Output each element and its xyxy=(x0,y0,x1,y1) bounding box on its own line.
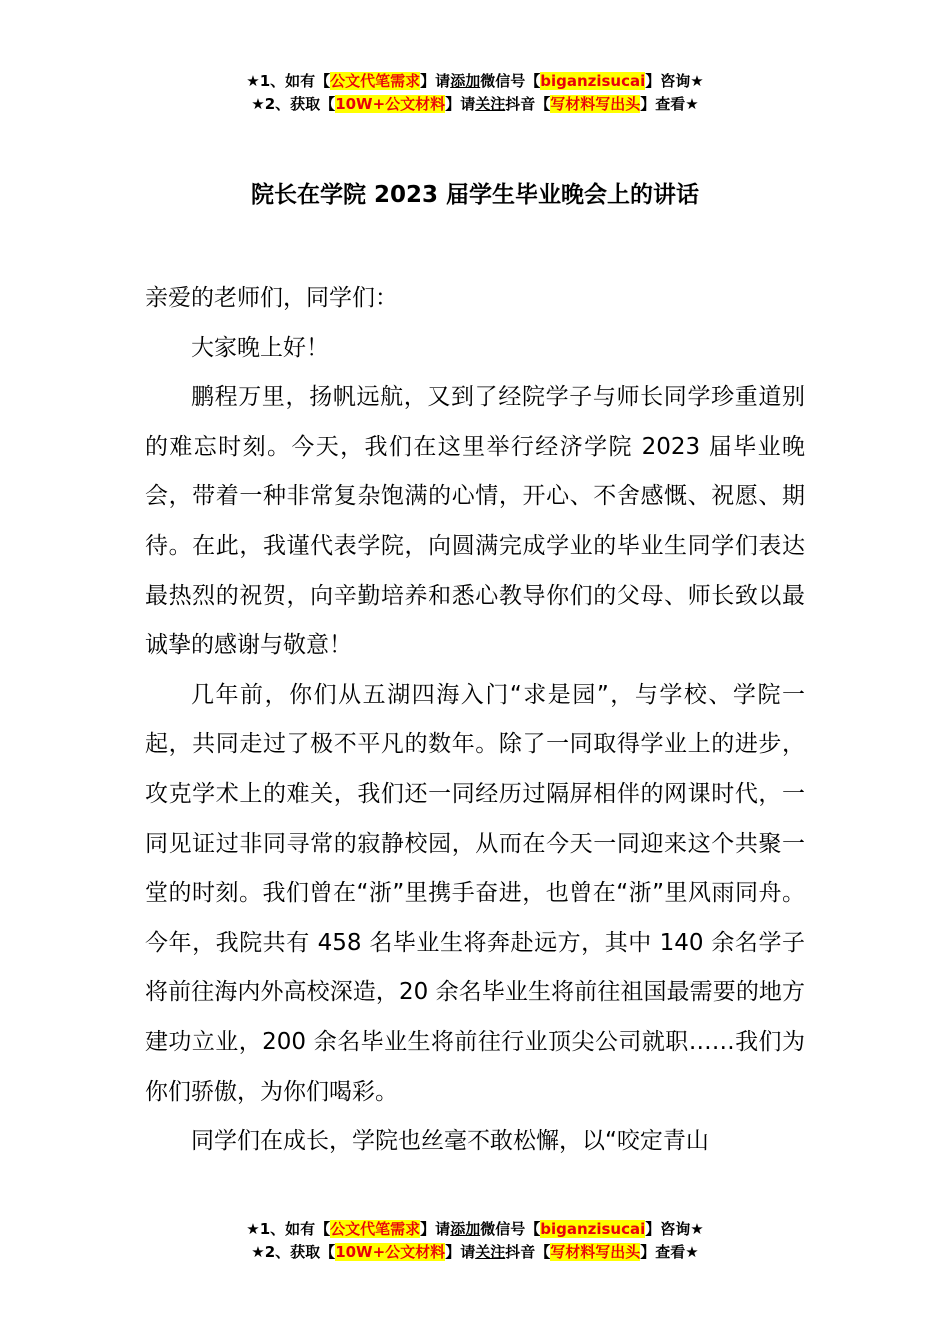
highlight-materials: 10W+公文材料 xyxy=(335,1243,446,1261)
greeting: 大家晚上好！ xyxy=(191,334,329,361)
banner-line-1: ★1、如有【公文代笔需求】请添加微信号【biganzisucai】咨询★ xyxy=(246,72,704,90)
highlight-service: 公文代笔需求 xyxy=(330,72,421,90)
highlight-service: 公文代笔需求 xyxy=(330,1220,421,1238)
highlight-wechat-id: biganzisucai xyxy=(540,1220,646,1238)
footer-banner xyxy=(0,1218,950,1264)
body-paragraph: 同学们在成长，学院也丝毫不敢松懈，以“咬定青山 xyxy=(191,1128,709,1155)
highlight-douyin-account: 写材料写出头 xyxy=(550,95,641,113)
highlight-wechat-id: biganzisucai xyxy=(540,72,646,90)
body-paragraph: 几年前，你们从五湖四海入门“求是园”，与学校、学院一起，共同走过了极不平凡的数年。除了一同取得学业上的进步，攻克学术上的难关，我们还一同经历过隔屏相伴的网课时代，一同见证过非同寻常的寂静校园，从而在今天一同迎来这个共聚一堂的时刻。我们曾在“浙”里携手奋进，也曾在“浙”里风雨同舟。今年，我院共有 458 名毕业生将奔赴远方，其中 140 余名学子将前往海内外高校深造，20 余名毕业生将前往祖国最需要的地方建功立业，200 余名毕业生将前往行业顶尖公司就职……我们为你们骄傲，为你们喝彩。 xyxy=(145,681,805,1105)
banner-line-2: ★2、获取【10W+公文材料】请关注抖音【写材料写出头】查看★ xyxy=(251,95,699,113)
document-title: 院长在学院 2023 届学生毕业晚会上的讲话 xyxy=(250,182,700,208)
highlight-douyin-account: 写材料写出头 xyxy=(550,1243,641,1261)
highlight-materials: 10W+公文材料 xyxy=(335,95,446,113)
document-body xyxy=(145,274,805,1167)
salutation: 亲爱的老师们，同学们： xyxy=(145,285,398,311)
body-paragraph: 鹏程万里，扬帆远航，又到了经院学子与师长同学珍重道别的难忘时刻。今天，我们在这里举行经济学院 2023 届毕业晚会，带着一种非常复杂饱满的心情，开心、不舍感慨、祝愿、期待。在此，我谨代表学院，向圆满完成学业的毕业生同学们表达最热烈的祝贺，向辛勤培养和悉心教导你们的父母、师长致以最诚挚的感谢与敬意！ xyxy=(145,384,805,659)
header-banner xyxy=(0,70,950,116)
banner-line-2: ★2、获取【10W+公文材料】请关注抖音【写材料写出头】查看★ xyxy=(251,1243,699,1261)
banner-line-1: ★1、如有【公文代笔需求】请添加微信号【biganzisucai】咨询★ xyxy=(246,1220,704,1238)
